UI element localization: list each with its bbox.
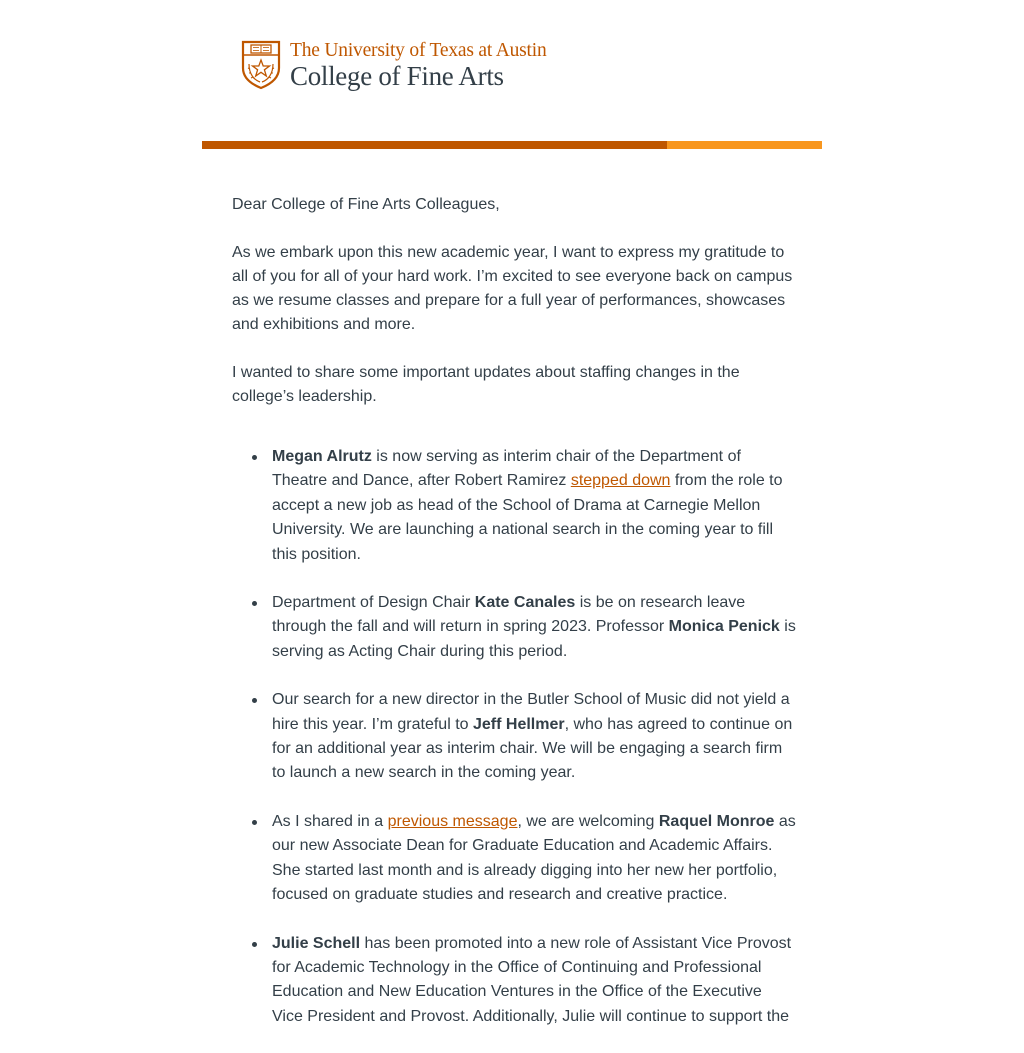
update-text: is now serving as interim chair of the Department of Theatre and Dance, after Robert Ramirez [272, 448, 741, 490]
update-text: from the role to accept a new job as head of the School of Drama at Carnegie Mellon University. We are launching a national search in the coming year to fill this position. [272, 472, 783, 563]
person-name: Raquel Monroe [658, 812, 775, 830]
list-item [272, 932, 797, 1030]
list-item [272, 810, 797, 908]
university-name: The University of Texas at Austin [290, 40, 547, 61]
update-text: is be on research leave through the fall and will return in spring 2023. Professor [272, 594, 746, 636]
previous-message-link[interactable]: previous message [387, 812, 518, 830]
college-logo[interactable] [241, 40, 547, 91]
update-text: Our search for a new director in the Butler School of Music did not yield a hire this year. I’m grateful to [272, 691, 790, 733]
email-header [202, 0, 822, 140]
update-text: , who has agreed to continue on for an additional year as interim chair. We will be engaging a search firm to launch a new search in the coming year. [272, 715, 793, 782]
list-item [272, 445, 797, 567]
greeting: Dear College of Fine Arts Colleagues, [232, 196, 500, 213]
person-name: Julie Schell [272, 934, 361, 952]
staffing-updates-list [232, 445, 797, 1029]
update-text: As I shared in a [272, 812, 388, 830]
stepped-down-link[interactable]: stepped down [570, 472, 671, 490]
update-text: is serving as Acting Chair during this period. [272, 618, 796, 660]
update-text: as our new Associate Dean for Graduate Education and Academic Affairs. She started last month and is already digging into her new her portfolio, focused on graduate studies and research and creative practice. [272, 812, 796, 904]
staffing-intro-paragraph: I wanted to share some important updates about staffing changes in the college’s leadership. [232, 364, 740, 405]
person-name: Monica Penick [668, 618, 780, 636]
person-name: Megan Alrutz [272, 448, 372, 465]
update-text: Department of Design Chair [272, 594, 475, 612]
ut-shield-icon [241, 40, 281, 90]
divider-light-orange [667, 141, 822, 149]
header-divider-bar [202, 141, 822, 149]
email-container [202, 0, 822, 1025]
college-name: College of Fine Arts [290, 61, 504, 91]
list-item [272, 591, 797, 664]
intro-paragraph: As we embark upon this new academic year, I want to express my gratitude to all of you for all of your hard work. I’m excited to see everyone back on campus as we resume classes and prepare for a full year of performances, showcases and exhibitions and more. [232, 244, 793, 333]
divider-burnt-orange [202, 141, 667, 149]
person-name: Kate Canales [474, 594, 576, 612]
logo-wordmark [290, 40, 547, 91]
letter-body [232, 193, 797, 1053]
person-name: Jeff Hellmer [472, 715, 565, 733]
update-text: , we are welcoming [517, 812, 659, 830]
update-text: has been promoted into a new role of Assistant Vice Provost for Academic Technology in the Office of Continuing and Professional Education and New Education Ventures in the Office of the Executive Vice President and Provost. Additionally, Julie will continue to support the [272, 934, 792, 1025]
list-item [272, 688, 797, 786]
